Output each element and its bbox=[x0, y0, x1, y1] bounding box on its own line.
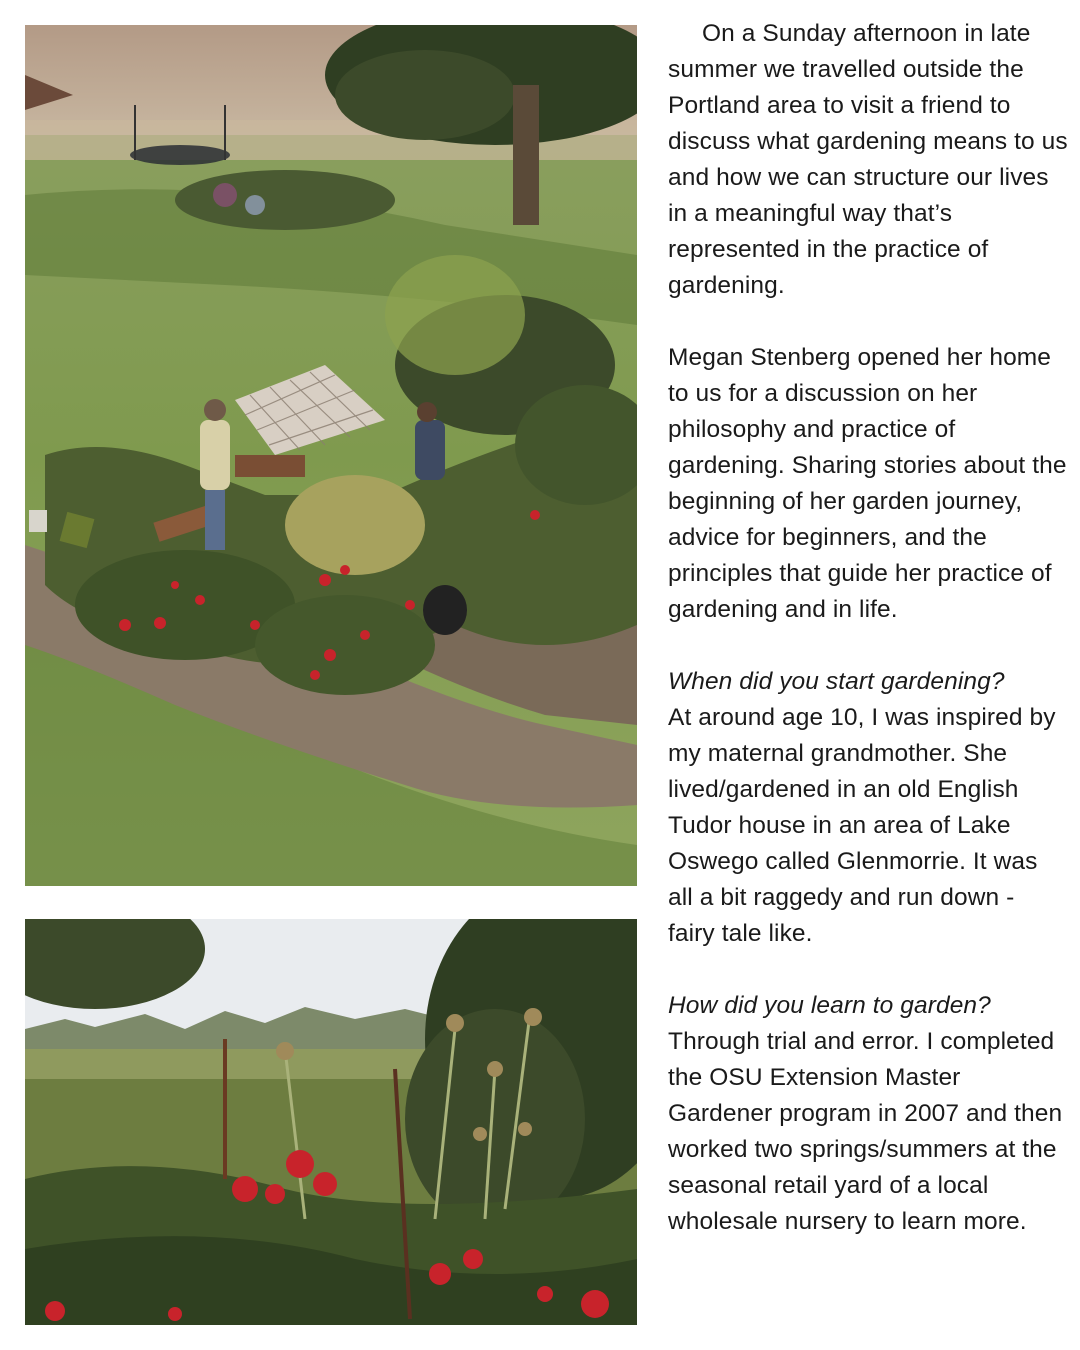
question: How did you learn to garden? bbox=[668, 992, 991, 1019]
qa-block bbox=[668, 664, 1068, 952]
qa-block bbox=[668, 988, 1068, 1240]
intro-paragraph: On a Sunday afternoon in late summer we travelled outside the Portland area to visit a friend to discuss what gardening means to us and how we can structure our lives in a meaningful way that’s represented in the practice of gardening. bbox=[668, 20, 1068, 299]
garden-overview-photo bbox=[25, 25, 637, 886]
garden-flowers-photo bbox=[25, 919, 637, 1325]
article-text bbox=[668, 16, 1068, 1276]
question: When did you start gardening? bbox=[668, 668, 1005, 695]
host-paragraph: Megan Stenberg opened her home to us for a discussion on her philosophy and practice of gardening. Sharing stories about the beginning of her garden journey, advice for beginners, and the principles that guide her practice of gardening and in life. bbox=[668, 344, 1067, 623]
answer: Through trial and error. I completed the OSU Extension Master Gardener program in 2007 and then worked two springs/summers at the seasonal retail yard of a local wholesale nursery to learn more. bbox=[668, 1028, 1063, 1235]
answer: At around age 10, I was inspired by my maternal grandmother. She lived/gardened in an old English Tudor house in an area of Lake Oswego called Glenmorrie. It was all a bit raggedy and run down - fairy tale like. bbox=[668, 704, 1056, 947]
